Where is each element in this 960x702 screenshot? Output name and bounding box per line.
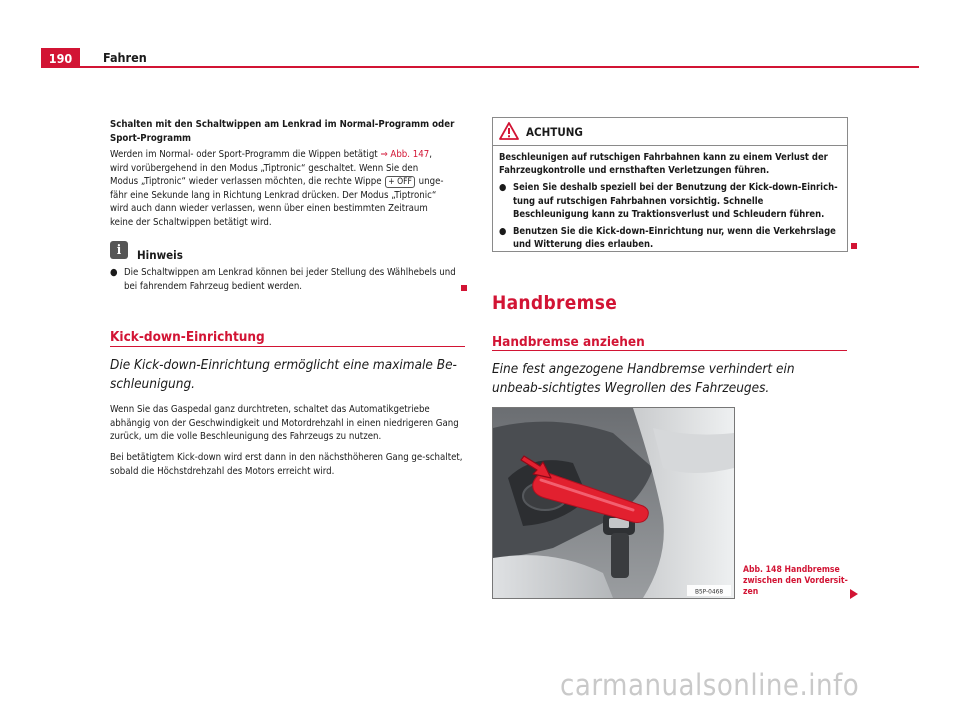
kick-down-paragraph-1: Wenn Sie das Gaspedal ganz durchtreten, schaltet das Automatikgetriebe abhängig von der Geschwindigkeit und Motordrehzahl in einen niedrigeren Gang zurück, um die volle Beschleunigung des Fahrzeugs zu nutzen.: [110, 404, 459, 442]
heading-kick-down: Kick-down-Einrichtung: [110, 329, 265, 345]
heading-rule: [110, 346, 465, 347]
figure-code-label: B5P-0468: [694, 587, 724, 596]
text-line: fähr eine Sekunde lang in Richtung Lenkrad drücken. Der Modus „Tiptronic“: [110, 189, 437, 201]
bullet-icon: ●: [110, 267, 118, 278]
section-title-schaltwippen: Schalten mit den Schaltwippen am Lenkrad im Normal-Programm oder Sport-Programm: [110, 119, 455, 144]
text-fragment: ,: [429, 149, 432, 160]
text-line: wird vorübergehend in den Modus „Tiptronic“ geschaltet. Wenn Sie den: [110, 162, 419, 174]
warning-bullet-2: [499, 225, 839, 251]
section-end-marker: [461, 285, 467, 291]
info-icon: i: [110, 241, 128, 259]
kick-down-intro: Die Kick-down-Einrichtung ermöglicht eine maximale Be-schleunigung.: [110, 357, 457, 392]
hinweis-text: Die Schaltwippen am Lenkrad können bei jeder Stellung des Wählhebels und bei fahrendem Fahrzeug bedient werden.: [124, 267, 456, 292]
chapter-title: Fahren: [103, 50, 147, 65]
kick-down-paragraph-2: Bei betätigtem Kick-down wird erst dann in den nächsthöheren Gang ge-schaltet, sobald die Höchstdrehzahl des Motors erreicht wird.: [110, 452, 463, 477]
section-body-schaltwippen: [110, 148, 465, 229]
heading-rule: [492, 350, 847, 351]
warning-title: ACHTUNG: [526, 125, 583, 139]
text-fragment: Werden im Normal- oder Sport-Programm die Wippen betätigt: [110, 149, 381, 160]
text-fragment: unge-: [415, 176, 444, 187]
bullet-icon: ●: [499, 182, 507, 194]
chapter-heading-handbremse: Handbremse: [492, 292, 618, 314]
figure-link[interactable]: ⇒ Abb. 147: [380, 149, 430, 160]
handbrake-figure: [492, 407, 735, 599]
hinweis-bullet-item: [110, 266, 465, 293]
text-line: keine der Schaltwippen betätigt wird.: [110, 216, 272, 228]
text-line: wird auch dann wieder verlassen, wenn über einen bestimmten Zeitraum: [110, 203, 428, 214]
bullet-icon: ●: [499, 226, 507, 238]
watermark: carmanualsonline.info: [560, 668, 860, 702]
warning-triangle-icon: [499, 122, 519, 140]
handbremse-intro: Eine fest angezogene Handbremse verhindert ein unbeab-sichtigtes Wegrollen des Fahrzeuges.: [492, 361, 795, 396]
header-rule: [41, 66, 919, 68]
warning-paragraph: Beschleunigen auf rutschigen Fahrbahnen kann zu einem Verlust der Fahrzeugkontrolle und ernsthaften Verletzungen führen.: [499, 152, 828, 177]
page-number: 190: [41, 48, 80, 68]
warning-bullet-text: Benutzen Sie die Kick-down-Einrichtung nur, wenn die Verkehrslage und Witterung dies erlauben.: [513, 226, 836, 251]
off-key-symbol: + OFF: [385, 176, 415, 188]
hinweis-title: Hinweis: [137, 248, 183, 262]
warning-box: [492, 117, 848, 252]
warning-header: [493, 118, 847, 146]
warning-bullet-text: Seien Sie deshalb speziell bei der Benutzung der Kick-down-Einrich-tung auf rutschigen Fahrbahnen vorsichtig. Schnelle Beschleunigung kann zu Traktionsverlust und Schleudern führen.: [513, 182, 838, 220]
continue-arrow-icon: [850, 589, 858, 599]
text-fragment: Modus „Tiptronic“ wieder verlassen möchten, die rechte Wippe: [110, 176, 385, 187]
section-end-marker: [851, 243, 857, 249]
heading-handbremse-anziehen: Handbremse anziehen: [492, 334, 645, 350]
handbrake-illustration: [493, 408, 734, 598]
warning-bullet-1: [499, 181, 839, 221]
warning-body: [499, 151, 839, 255]
figure-caption: Abb. 148 Handbremse zwischen den Vordersit-zen: [743, 565, 848, 597]
